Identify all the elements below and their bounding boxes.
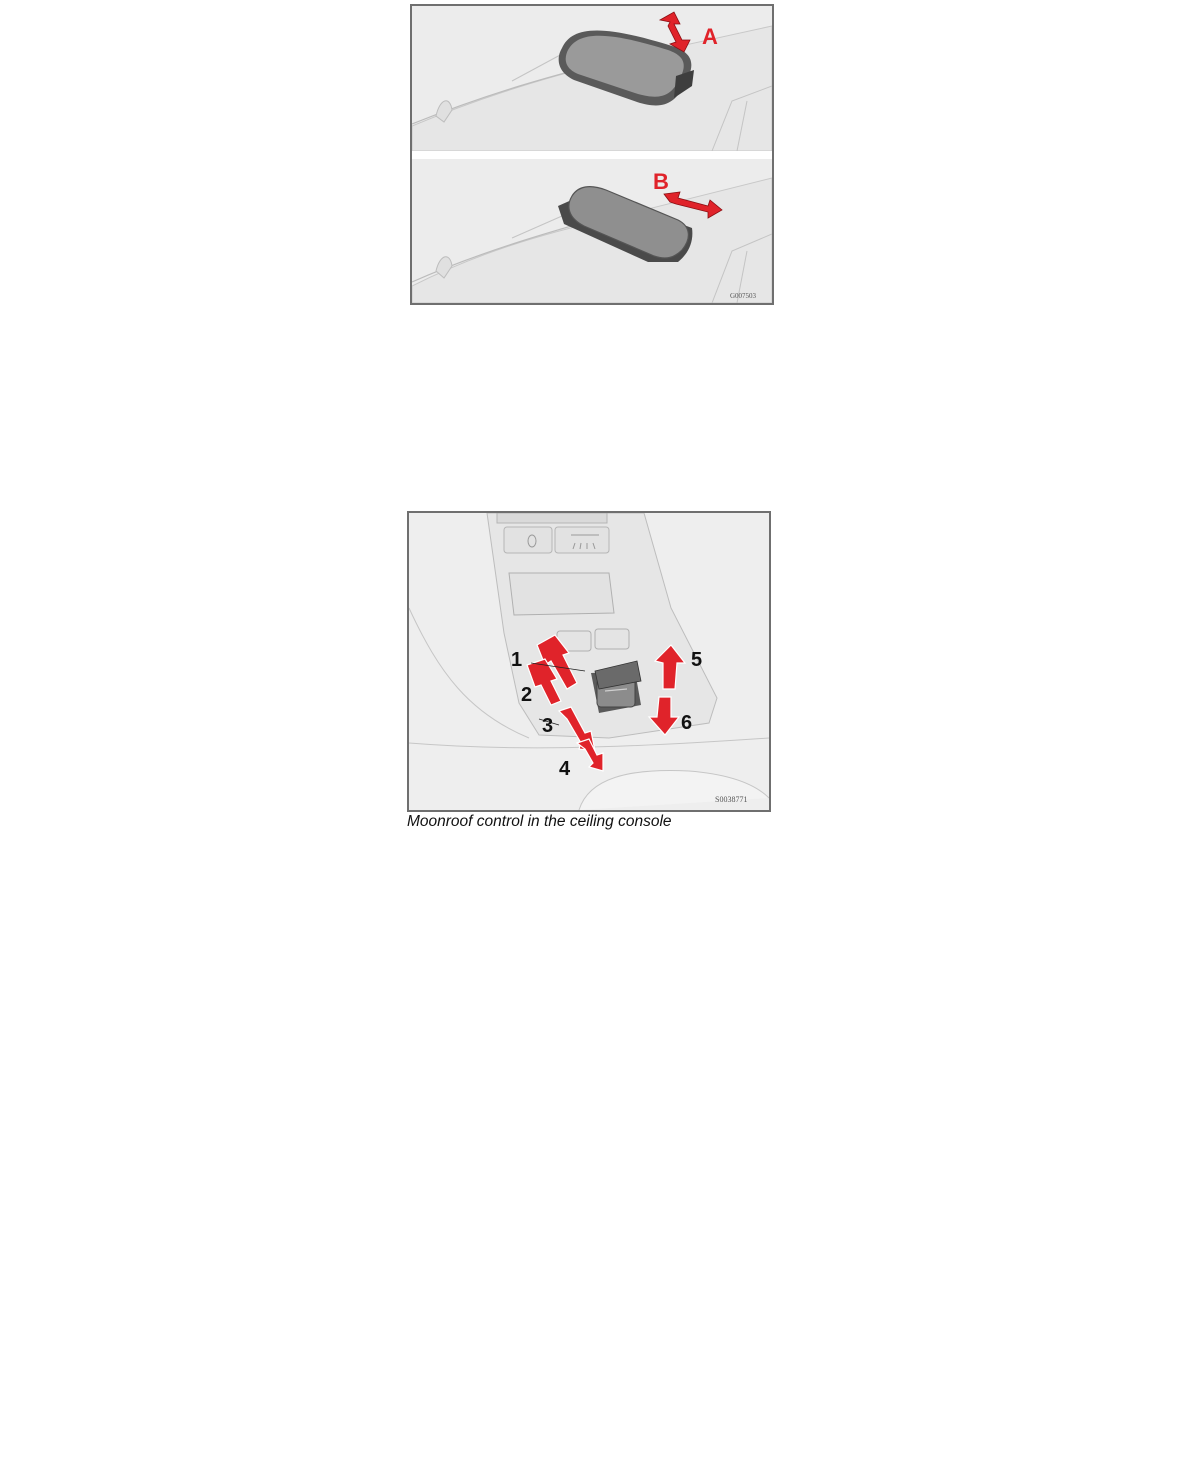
figure-code: G007503 <box>730 292 757 300</box>
label-1: 1 <box>511 649 523 671</box>
moonroof-tilt-slide-figure <box>410 4 774 305</box>
moonroof-illustration <box>412 6 772 303</box>
label-4: 4 <box>559 758 571 780</box>
figure-caption: Moonroof control in the ceiling console <box>407 813 672 830</box>
console-illustration <box>409 513 769 810</box>
figure-code: S0038771 <box>715 795 748 804</box>
label-5: 5 <box>691 649 703 671</box>
label-6: 6 <box>681 712 693 734</box>
small-button-right <box>595 629 629 649</box>
label-b: B <box>653 169 669 194</box>
label-3: 3 <box>542 715 554 737</box>
ceiling-console-figure <box>407 511 771 812</box>
light-button-right <box>555 527 609 553</box>
label-2: 2 <box>521 684 533 706</box>
lamp-lens <box>509 573 614 615</box>
label-a: A <box>702 24 718 49</box>
